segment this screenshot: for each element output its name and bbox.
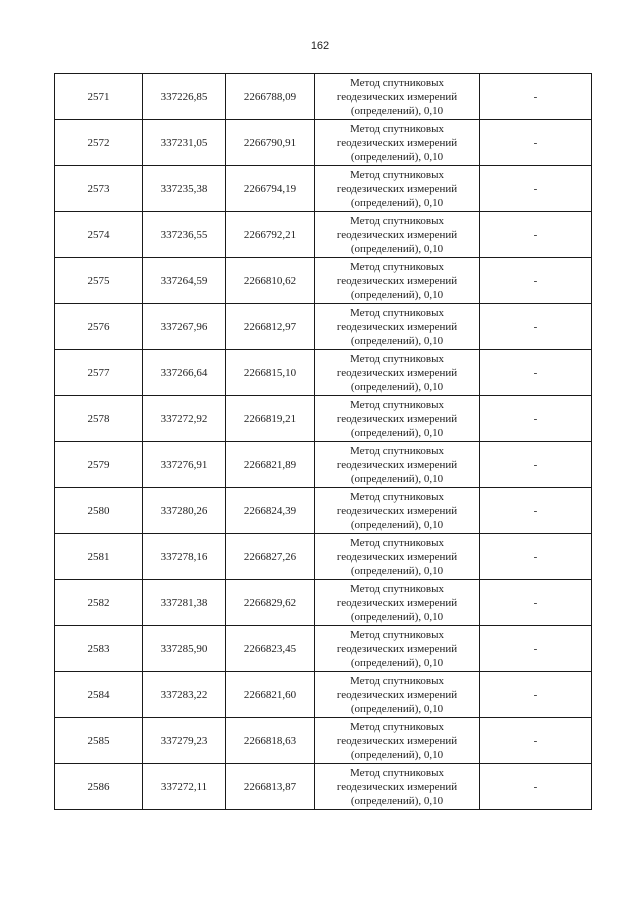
- table-row: [55, 74, 592, 120]
- method-line: (определений), 0,10: [350, 656, 444, 669]
- note-cell: -: [480, 718, 592, 764]
- method-line: (определений), 0,10: [350, 334, 444, 347]
- table-row: [55, 534, 592, 580]
- point-number-cell: 2572: [55, 120, 143, 166]
- method-line: геодезических измерений: [336, 550, 458, 563]
- method-line: (определений), 0,10: [350, 380, 444, 393]
- method-line: геодезических измерений: [336, 366, 458, 379]
- method-line: геодезических измерений: [336, 136, 458, 149]
- method-line: Метод спутниковых: [350, 674, 444, 687]
- method-line: геодезических измерений: [336, 780, 458, 793]
- x-coordinate-cell: 337278,16: [143, 534, 226, 580]
- point-number-cell: 2584: [55, 672, 143, 718]
- method-line: (определений), 0,10: [350, 610, 444, 623]
- table-row: [55, 672, 592, 718]
- method-line: (определений), 0,10: [350, 748, 444, 761]
- x-coordinate-cell: 337226,85: [143, 74, 226, 120]
- x-coordinate-cell: 337267,96: [143, 304, 226, 350]
- note-cell: -: [480, 304, 592, 350]
- method-line: геодезических измерений: [336, 412, 458, 425]
- table-row: [55, 718, 592, 764]
- point-number-cell: 2586: [55, 764, 143, 810]
- method-line: (определений), 0,10: [350, 104, 444, 117]
- method-cell: [315, 626, 480, 672]
- point-number-cell: 2578: [55, 396, 143, 442]
- method-cell: [315, 672, 480, 718]
- method-line: (определений), 0,10: [350, 196, 444, 209]
- note-cell: -: [480, 258, 592, 304]
- method-line: Метод спутниковых: [350, 720, 444, 733]
- method-cell: [315, 718, 480, 764]
- method-line: геодезических измерений: [336, 734, 458, 747]
- point-number-cell: 2581: [55, 534, 143, 580]
- x-coordinate-cell: 337285,90: [143, 626, 226, 672]
- x-coordinate-cell: 337235,38: [143, 166, 226, 212]
- method-line: Метод спутниковых: [350, 168, 444, 181]
- note-cell: -: [480, 120, 592, 166]
- x-coordinate-cell: 337279,23: [143, 718, 226, 764]
- x-coordinate-cell: 337276,91: [143, 442, 226, 488]
- method-line: геодезических измерений: [336, 182, 458, 195]
- y-coordinate-cell: 2266827,26: [226, 534, 315, 580]
- y-coordinate-cell: 2266812,97: [226, 304, 315, 350]
- y-coordinate-cell: 2266829,62: [226, 580, 315, 626]
- point-number-cell: 2579: [55, 442, 143, 488]
- y-coordinate-cell: 2266818,63: [226, 718, 315, 764]
- note-cell: -: [480, 212, 592, 258]
- table-row: [55, 396, 592, 442]
- method-line: Метод спутниковых: [350, 444, 444, 457]
- note-cell: -: [480, 166, 592, 212]
- method-cell: [315, 350, 480, 396]
- point-number-cell: 2571: [55, 74, 143, 120]
- method-line: Метод спутниковых: [350, 766, 444, 779]
- method-cell: [315, 764, 480, 810]
- point-number-cell: 2574: [55, 212, 143, 258]
- method-line: геодезических измерений: [336, 688, 458, 701]
- table-row: [55, 764, 592, 810]
- y-coordinate-cell: 2266813,87: [226, 764, 315, 810]
- page-number: 162: [310, 40, 330, 52]
- note-cell: -: [480, 488, 592, 534]
- point-number-cell: 2583: [55, 626, 143, 672]
- method-cell: [315, 488, 480, 534]
- x-coordinate-cell: 337272,11: [143, 764, 226, 810]
- method-line: геодезических измерений: [336, 458, 458, 471]
- y-coordinate-cell: 2266794,19: [226, 166, 315, 212]
- method-line: геодезических измерений: [336, 228, 458, 241]
- method-line: (определений), 0,10: [350, 426, 444, 439]
- method-line: Метод спутниковых: [350, 536, 444, 549]
- point-number-cell: 2573: [55, 166, 143, 212]
- method-line: Метод спутниковых: [350, 490, 444, 503]
- method-cell: [315, 120, 480, 166]
- point-number-cell: 2575: [55, 258, 143, 304]
- x-coordinate-cell: 337231,05: [143, 120, 226, 166]
- note-cell: -: [480, 396, 592, 442]
- note-cell: -: [480, 764, 592, 810]
- method-line: (определений), 0,10: [350, 794, 444, 807]
- x-coordinate-cell: 337280,26: [143, 488, 226, 534]
- x-coordinate-cell: 337272,92: [143, 396, 226, 442]
- method-line: (определений), 0,10: [350, 242, 444, 255]
- y-coordinate-cell: 2266790,91: [226, 120, 315, 166]
- method-line: (определений), 0,10: [350, 472, 444, 485]
- method-line: Метод спутниковых: [350, 260, 444, 273]
- table-row: [55, 120, 592, 166]
- table-row: [55, 304, 592, 350]
- method-cell: [315, 580, 480, 626]
- coordinates-table: [54, 73, 592, 810]
- x-coordinate-cell: 337281,38: [143, 580, 226, 626]
- y-coordinate-cell: 2266819,21: [226, 396, 315, 442]
- method-cell: [315, 212, 480, 258]
- note-cell: -: [480, 350, 592, 396]
- method-line: (определений), 0,10: [350, 564, 444, 577]
- method-cell: [315, 74, 480, 120]
- method-cell: [315, 258, 480, 304]
- method-line: Метод спутниковых: [350, 122, 444, 135]
- x-coordinate-cell: 337236,55: [143, 212, 226, 258]
- note-cell: -: [480, 672, 592, 718]
- method-line: Метод спутниковых: [350, 76, 444, 89]
- method-line: Метод спутниковых: [350, 398, 444, 411]
- note-cell: -: [480, 580, 592, 626]
- table-row: [55, 212, 592, 258]
- method-line: (определений), 0,10: [350, 288, 444, 301]
- table-row: [55, 350, 592, 396]
- method-line: геодезических измерений: [336, 320, 458, 333]
- method-line: (определений), 0,10: [350, 150, 444, 163]
- x-coordinate-cell: 337264,59: [143, 258, 226, 304]
- table-row: [55, 166, 592, 212]
- table-row: [55, 258, 592, 304]
- method-cell: [315, 396, 480, 442]
- method-line: Метод спутниковых: [350, 628, 444, 641]
- method-line: геодезических измерений: [336, 596, 458, 609]
- y-coordinate-cell: 2266788,09: [226, 74, 315, 120]
- y-coordinate-cell: 2266821,89: [226, 442, 315, 488]
- x-coordinate-cell: 337266,64: [143, 350, 226, 396]
- note-cell: -: [480, 74, 592, 120]
- point-number-cell: 2582: [55, 580, 143, 626]
- y-coordinate-cell: 2266823,45: [226, 626, 315, 672]
- method-line: Метод спутниковых: [350, 582, 444, 595]
- coordinates-table-body: [55, 74, 592, 810]
- note-cell: -: [480, 442, 592, 488]
- table-row: [55, 580, 592, 626]
- method-line: геодезических измерений: [336, 90, 458, 103]
- x-coordinate-cell: 337283,22: [143, 672, 226, 718]
- method-line: геодезических измерений: [336, 504, 458, 517]
- method-line: геодезических измерений: [336, 642, 458, 655]
- method-line: Метод спутниковых: [350, 214, 444, 227]
- method-cell: [315, 166, 480, 212]
- y-coordinate-cell: 2266810,62: [226, 258, 315, 304]
- y-coordinate-cell: 2266815,10: [226, 350, 315, 396]
- method-line: Метод спутниковых: [350, 306, 444, 319]
- table-row: [55, 442, 592, 488]
- table-row: [55, 626, 592, 672]
- table-row: [55, 488, 592, 534]
- method-line: (определений), 0,10: [350, 702, 444, 715]
- method-cell: [315, 442, 480, 488]
- note-cell: -: [480, 534, 592, 580]
- method-cell: [315, 304, 480, 350]
- point-number-cell: 2576: [55, 304, 143, 350]
- y-coordinate-cell: 2266792,21: [226, 212, 315, 258]
- note-cell: -: [480, 626, 592, 672]
- point-number-cell: 2585: [55, 718, 143, 764]
- method-line: Метод спутниковых: [350, 352, 444, 365]
- y-coordinate-cell: 2266821,60: [226, 672, 315, 718]
- point-number-cell: 2577: [55, 350, 143, 396]
- method-line: геодезических измерений: [336, 274, 458, 287]
- method-cell: [315, 534, 480, 580]
- method-line: (определений), 0,10: [350, 518, 444, 531]
- point-number-cell: 2580: [55, 488, 143, 534]
- y-coordinate-cell: 2266824,39: [226, 488, 315, 534]
